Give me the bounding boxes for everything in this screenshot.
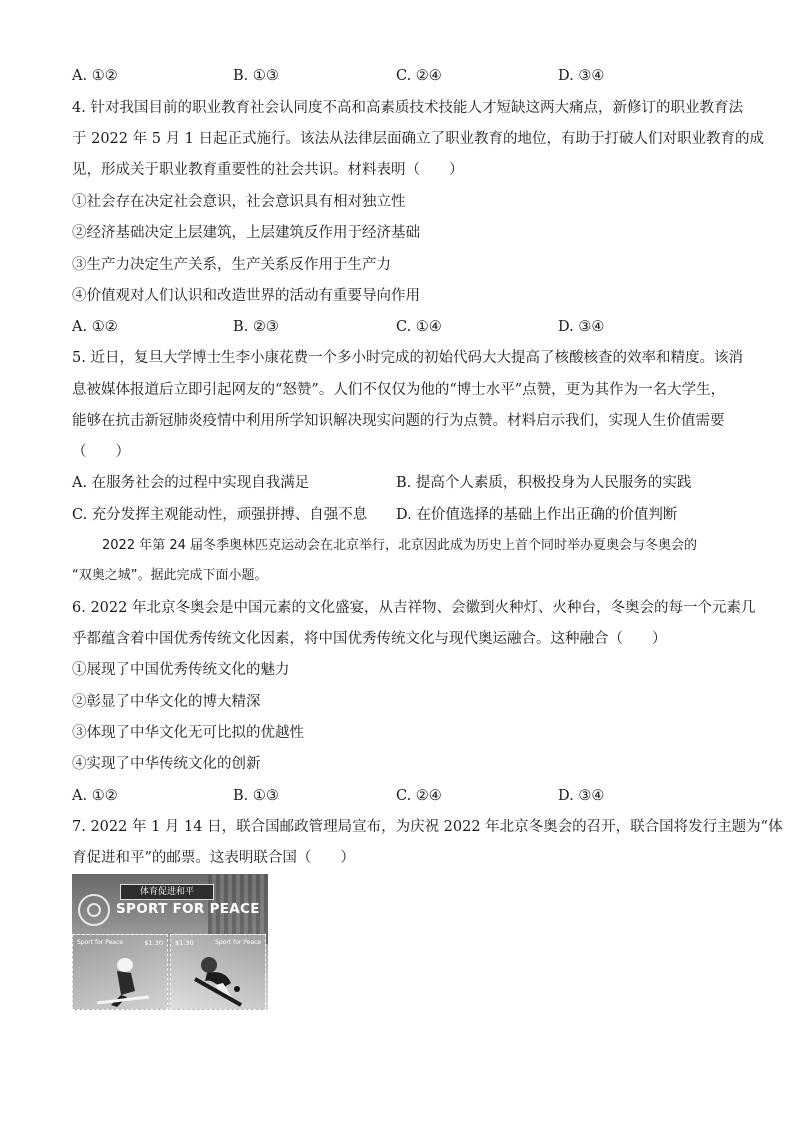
q4-item-1: ①社会存在决定社会意识，社会意识具有相对独立性 bbox=[72, 194, 406, 210]
stamp-left-price: $1.30 bbox=[144, 939, 163, 947]
stamp-panel-right bbox=[170, 934, 266, 1010]
q6-item-2: ②彰显了中华文化的博大精深 bbox=[72, 694, 261, 710]
q6-item-1: ①展现了中国优秀传统文化的魅力 bbox=[72, 662, 290, 678]
q3-option-d: D. ③④ bbox=[558, 68, 605, 84]
q4-stem-line: 见，形成关于职业教育重要性的社会共识。材料表明（ ） bbox=[72, 162, 464, 178]
q3-option-a: A. ①② bbox=[72, 68, 118, 84]
skier-icon bbox=[91, 951, 155, 1009]
q6-option-d: D. ③④ bbox=[558, 788, 605, 804]
q6-option-c: C. ②④ bbox=[396, 788, 442, 804]
q4-stem-line: 于 2022 年 5 月 1 日起正式施行。该法从法律层面确立了职业教育的地位，有助于打破人们对职业教育的成 bbox=[72, 131, 765, 147]
q4-option-b: B. ②③ bbox=[233, 319, 279, 335]
intro-line: “双奥之城”。据此完成下面小题。 bbox=[72, 568, 268, 583]
q6-item-3: ③体现了中华文化无可比拟的优越性 bbox=[72, 725, 304, 741]
stamp-right-label: Sport for Peace bbox=[215, 939, 261, 946]
q5-option-b: B. 提高个人素质，积极投身为人民服务的实践 bbox=[396, 475, 692, 491]
stamp-panel-left bbox=[72, 934, 168, 1010]
q5-option-a: A. 在服务社会的过程中实现自我满足 bbox=[72, 475, 310, 491]
q4-option-a: A. ①② bbox=[72, 319, 118, 335]
q6-option-b: B. ①③ bbox=[233, 788, 279, 804]
q6-stem-line: 乎都蕴含着中国优秀传统文化因素，将中国优秀传统文化与现代奥运融合。这种融合（ ） bbox=[72, 631, 667, 647]
q4-stem-line: 4. 针对我国目前的职业教育社会认同度不高和高素质技术技能人才短缺这两大痛点，新修订的职业教育法 bbox=[72, 100, 743, 116]
stamp-title-cn: 体育促进和平 bbox=[120, 884, 214, 900]
q6-option-a: A. ①② bbox=[72, 788, 118, 804]
q3-option-b: B. ①③ bbox=[233, 68, 279, 84]
q7-stem-line: 育促进和平”的邮票。这表明联合国（ ） bbox=[72, 850, 355, 866]
q4-option-d: D. ③④ bbox=[558, 319, 605, 335]
stamp-left-label: Sport for Peace bbox=[77, 939, 123, 946]
q5-stem-line: 息被媒体报道后立即引起网友的“怒赞”。人们不仅仅为他的“博士水平”点赞，更为其作为一名大学生， bbox=[72, 382, 726, 398]
stamp-right-price: $1.30 bbox=[175, 939, 194, 947]
q5-stem-line: （ ） bbox=[72, 444, 130, 460]
q4-item-2: ②经济基础决定上层建筑，上层建筑反作用于经济基础 bbox=[72, 225, 420, 241]
q5-stem-line: 5. 近日，复旦大学博士生李小康花费一个多小时完成的初始代码大大提高了核酸核查的效率和精度。该消 bbox=[72, 350, 743, 366]
q7-stem-line: 7. 2022 年 1 月 14 日，联合国邮政管理局宣布，为庆祝 2022 年北京冬奥会的召开，联合国将发行主题为“体 bbox=[72, 819, 783, 835]
q4-item-4: ④价值观对人们认识和改造世界的活动有重要导向作用 bbox=[72, 288, 420, 304]
snowboarder-icon bbox=[185, 949, 255, 1009]
stamp-title-en: SPORT FOR PEACE bbox=[116, 901, 260, 917]
q3-option-c: C. ②④ bbox=[396, 68, 442, 84]
q4-option-c: C. ①④ bbox=[396, 319, 442, 335]
q4-item-3: ③生产力决定生产关系，生产关系反作用于生产力 bbox=[72, 257, 391, 273]
sport-for-peace-stamp-image bbox=[72, 874, 268, 1010]
q6-stem-line: 6. 2022 年北京冬奥会是中国元素的文化盛宴，从吉祥物、会徽到火种灯、火种台，冬奥会的每一个元素几 bbox=[72, 600, 756, 616]
un-emblem-icon bbox=[78, 894, 110, 926]
q6-item-4: ④实现了中华传统文化的创新 bbox=[72, 756, 261, 772]
intro-line: 2022 年第 24 届冬季奥林匹克运动会在北京举行，北京因此成为历史上首个同时举办夏奥会与冬奥会的 bbox=[102, 538, 698, 553]
q5-option-c: C. 充分发挥主观能动性，顽强拼搏、自强不息 bbox=[72, 507, 368, 523]
q5-option-d: D. 在价值选择的基础上作出正确的价值判断 bbox=[396, 507, 678, 523]
q5-stem-line: 能够在抗击新冠肺炎疫情中利用所学知识解决现实问题的行为点赞。材料启示我们，实现人生价值需要 bbox=[72, 413, 725, 429]
